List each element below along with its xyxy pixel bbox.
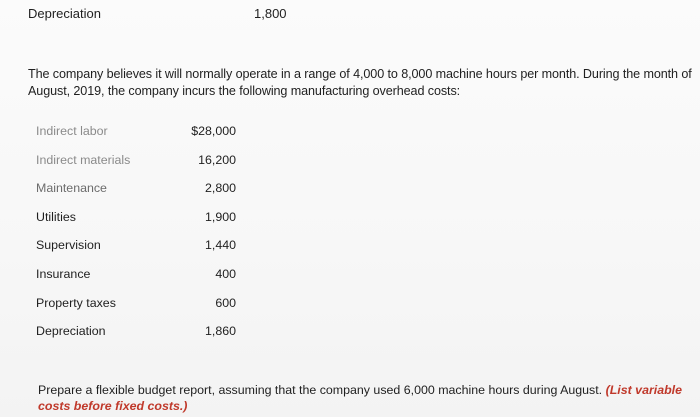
cost-value: 16,200 — [198, 152, 236, 167]
cost-row-depreciation — [36, 320, 236, 349]
intro-paragraph: The company believes it will normally operate in a range of 4,000 to 8,000 machine hours per month. During the month of August, 2019, the company incurs the following manufacturing overhead costs: — [28, 67, 692, 98]
cost-row-utilities — [36, 206, 236, 235]
cost-label: Depreciation — [36, 324, 106, 339]
cost-value: $28,000 — [191, 124, 236, 138]
top-row — [28, 6, 668, 26]
overhead-cost-table — [36, 120, 236, 349]
cost-label: Supervision — [36, 238, 101, 253]
depreciation-label: Depreciation — [28, 6, 101, 21]
cost-row-property-taxes — [36, 292, 236, 321]
cost-value: 1,900 — [204, 209, 236, 224]
cost-row-indirect-materials — [36, 149, 236, 178]
cost-value: 400 — [215, 266, 236, 281]
prompt-text: Prepare a flexible budget report, assuming that the company used 6,000 machine hours during August. — [38, 383, 606, 397]
cost-row-supervision — [36, 234, 236, 263]
depreciation-value: 1,800 — [254, 6, 287, 21]
cost-row-insurance — [36, 263, 236, 292]
cost-label: Insurance — [36, 266, 91, 281]
cost-label: Indirect labor — [36, 124, 108, 138]
cost-value: 2,800 — [204, 181, 236, 196]
cost-row-indirect-labor — [36, 120, 236, 149]
instruction-prompt — [38, 382, 698, 414]
cost-label: Utilities — [36, 209, 76, 224]
cost-value: 1,860 — [204, 324, 236, 339]
prompt-hint: (List variable costs before fixed costs.) — [38, 383, 683, 413]
cost-label: Property taxes — [36, 295, 116, 310]
cost-value: 1,440 — [204, 238, 236, 253]
cost-label: Indirect materials — [36, 152, 131, 167]
cost-value: 600 — [215, 295, 236, 310]
cost-row-maintenance — [36, 177, 236, 206]
cost-label: Maintenance — [36, 181, 107, 196]
